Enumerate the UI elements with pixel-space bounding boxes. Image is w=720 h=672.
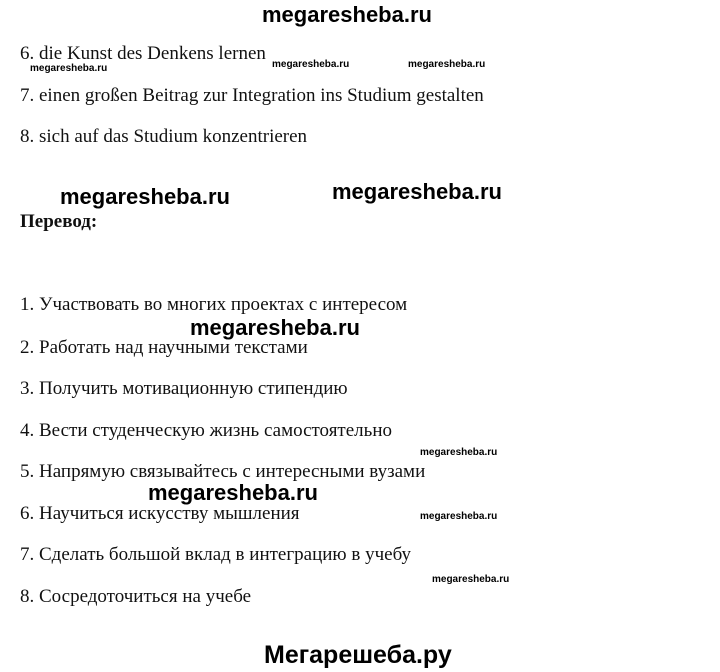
german-item-6: 6. die Kunst des Denkens lernen (20, 43, 266, 64)
russian-item-1: 1. Участвовать во многих проектах с интересом (20, 294, 408, 315)
footer-site-name: Мегарешеба.ру (264, 641, 452, 669)
russian-item-4: 4. Вести студенческую жизнь самостоятельно (20, 420, 392, 441)
small-watermark: megaresheba.ru (420, 447, 498, 458)
russian-item-2: 2. Работать над научными текстами (20, 337, 308, 358)
mid-left-watermark: megaresheba.ru (60, 184, 230, 209)
small-watermark: megaresheba.ru (408, 59, 486, 70)
russian-item-8: 8. Сосредоточиться на учебе (20, 586, 252, 607)
mid-center-watermark: megaresheba.ru (190, 315, 360, 340)
russian-item-7: 7. Сделать большой вклад в интеграцию в учебу (20, 544, 412, 565)
mid-right-watermark: megaresheba.ru (332, 179, 502, 204)
header-watermark: megaresheba.ru (262, 2, 432, 27)
small-watermark: megaresheba.ru (30, 63, 108, 74)
small-watermark: megaresheba.ru (432, 574, 510, 585)
small-watermark: megaresheba.ru (420, 511, 498, 522)
russian-item-6: 6. Научиться искусству мышления (20, 503, 300, 524)
small-watermark: megaresheba.ru (272, 59, 350, 70)
lower-center-watermark: megaresheba.ru (148, 480, 318, 505)
russian-item-5: 5. Напрямую связывайтесь с интересными вузами (20, 461, 426, 482)
russian-item-3: 3. Получить мотивационную стипендию (20, 378, 348, 399)
german-item-8: 8. sich auf das Studium konzentrieren (20, 126, 308, 147)
german-item-7: 7. einen großen Beitrag zur Integration ins Studium gestalten (20, 85, 484, 106)
translation-heading: Перевод: (20, 211, 98, 232)
